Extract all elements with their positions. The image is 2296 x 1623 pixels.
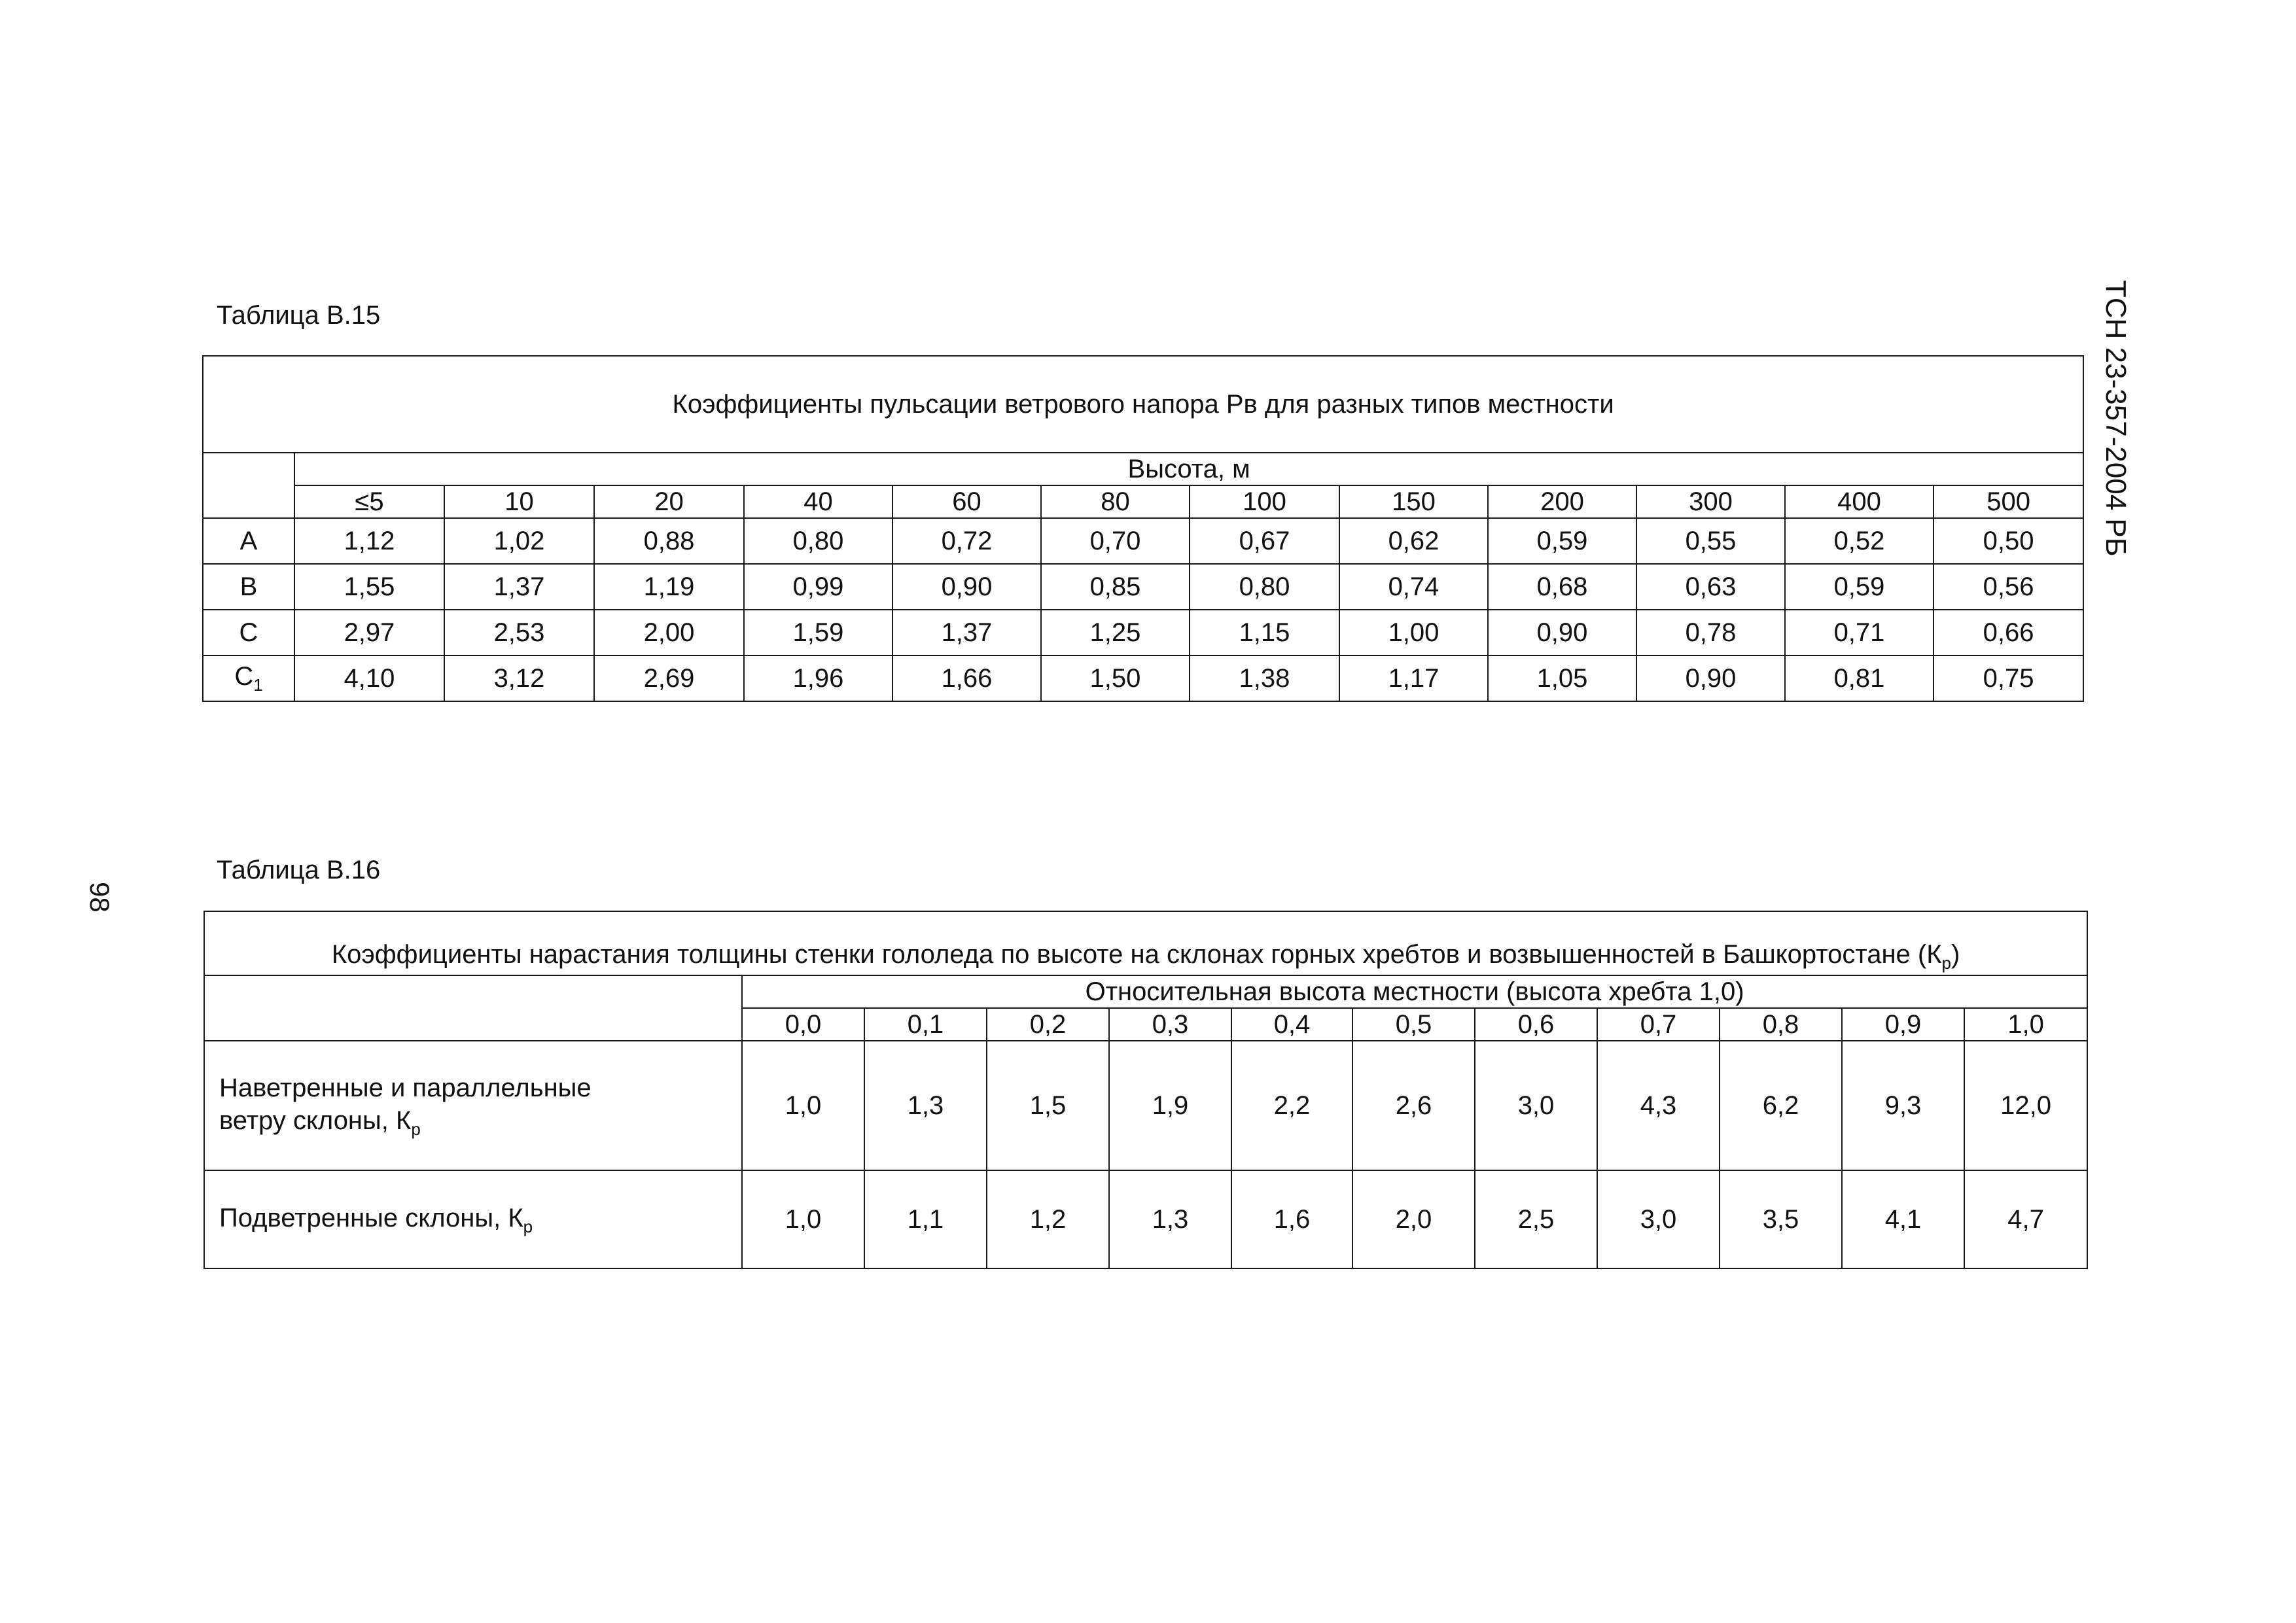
height-header-cell: 100 xyxy=(1190,485,1339,518)
terrain-type-subscript: 1 xyxy=(253,674,263,695)
value-cell: 0,63 xyxy=(1636,564,1785,610)
value-cell: 1,37 xyxy=(444,564,594,610)
relative-height-cell: 0,7 xyxy=(1597,1008,1720,1041)
value-cell: 1,25 xyxy=(1041,610,1190,655)
value-cell: 1,96 xyxy=(744,655,892,701)
value-cell: 1,0 xyxy=(742,1170,864,1268)
relative-height-cell: 0,3 xyxy=(1109,1008,1231,1041)
relative-height-cell: 0,4 xyxy=(1231,1008,1352,1041)
height-header-cell: ≤5 xyxy=(294,485,444,518)
value-cell: 0,80 xyxy=(744,518,892,564)
table-row xyxy=(204,1170,2087,1268)
slope-label-line2: Подветренные склоны, К xyxy=(219,1203,523,1232)
value-cell: 0,90 xyxy=(1488,610,1636,655)
value-cell: 1,12 xyxy=(294,518,444,564)
value-cell: 0,66 xyxy=(1934,610,2083,655)
relative-height-cell: 0,2 xyxy=(987,1008,1109,1041)
value-cell: 0,50 xyxy=(1934,518,2083,564)
value-cell: 4,10 xyxy=(294,655,444,701)
value-cell: 3,12 xyxy=(444,655,594,701)
value-cell: 1,19 xyxy=(594,564,744,610)
value-cell: 12,0 xyxy=(1964,1041,2087,1170)
table16-title xyxy=(204,911,2087,975)
terrain-type-cell xyxy=(203,610,294,655)
value-cell: 3,0 xyxy=(1597,1170,1720,1268)
value-cell: 6,2 xyxy=(1720,1041,1842,1170)
terrain-type-label: C xyxy=(239,618,258,647)
table15-title: Коэффициенты пульсации ветрового напора Рв для разных типов местности xyxy=(203,356,2083,453)
value-cell: 2,69 xyxy=(594,655,744,701)
value-cell: 1,3 xyxy=(864,1041,987,1170)
value-cell: 1,05 xyxy=(1488,655,1636,701)
value-cell: 0,78 xyxy=(1636,610,1785,655)
value-cell: 0,55 xyxy=(1636,518,1785,564)
value-cell: 0,75 xyxy=(1934,655,2083,701)
value-cell: 2,2 xyxy=(1231,1041,1352,1170)
value-cell: 2,97 xyxy=(294,610,444,655)
height-header-cell: 400 xyxy=(1785,485,1934,518)
relative-height-cell: 0,5 xyxy=(1352,1008,1475,1041)
value-cell: 4,7 xyxy=(1964,1170,2087,1268)
table16-caption: Таблица В.16 xyxy=(217,856,381,884)
table16-title-text: Коэффициенты нарастания толщины стенки гололеда по высоте на склонах горных хребтов и возвышенностей в Башкортостане (К xyxy=(331,940,1942,969)
slope-label-line2: ветру склоны, К xyxy=(219,1106,412,1135)
icing-coefficient-table xyxy=(203,911,2088,1269)
slope-type-header xyxy=(204,975,742,1041)
value-cell: 0,59 xyxy=(1488,518,1636,564)
value-cell: 9,3 xyxy=(1842,1041,1964,1170)
value-cell: 2,0 xyxy=(1352,1170,1475,1268)
value-cell: 1,66 xyxy=(892,655,1041,701)
value-cell: 0,59 xyxy=(1785,564,1934,610)
value-cell: 2,00 xyxy=(594,610,744,655)
height-header-cell: 300 xyxy=(1636,485,1785,518)
value-cell: 0,74 xyxy=(1339,564,1488,610)
value-cell: 1,5 xyxy=(987,1041,1109,1170)
relative-height-cell: 0,1 xyxy=(864,1008,987,1041)
value-cell: 1,6 xyxy=(1231,1170,1352,1268)
value-cell: 2,53 xyxy=(444,610,594,655)
table15-caption: Таблица В.15 xyxy=(217,301,381,330)
wind-pulsation-table xyxy=(202,355,2084,702)
value-cell: 0,99 xyxy=(744,564,892,610)
value-cell: 1,55 xyxy=(294,564,444,610)
height-header-cell: 150 xyxy=(1339,485,1488,518)
terrain-type-cell xyxy=(203,564,294,610)
value-cell: 4,3 xyxy=(1597,1041,1720,1170)
height-header-cell: 10 xyxy=(444,485,594,518)
relative-height-cell: 0,8 xyxy=(1720,1008,1842,1041)
value-cell: 1,59 xyxy=(744,610,892,655)
table-row xyxy=(203,518,2083,564)
document-code: ТСН 23-357-2004 РБ xyxy=(2100,280,2132,557)
value-cell: 1,3 xyxy=(1109,1170,1231,1268)
terrain-type-label: B xyxy=(239,572,258,601)
value-cell: 0,72 xyxy=(892,518,1041,564)
value-cell: 2,5 xyxy=(1475,1170,1597,1268)
value-cell: 1,9 xyxy=(1109,1041,1231,1170)
height-header-cell: 60 xyxy=(892,485,1041,518)
height-header-cell: 80 xyxy=(1041,485,1190,518)
value-cell: 1,2 xyxy=(987,1170,1109,1268)
value-cell: 1,17 xyxy=(1339,655,1488,701)
table-row xyxy=(204,1041,2087,1170)
table16-title-end: ) xyxy=(1951,940,1960,969)
terrain-type-label: C xyxy=(234,661,254,691)
value-cell: 1,02 xyxy=(444,518,594,564)
slope-type-cell xyxy=(204,1170,742,1268)
value-cell: 0,68 xyxy=(1488,564,1636,610)
terrain-type-cell xyxy=(203,655,294,701)
terrain-type-header xyxy=(203,453,294,518)
height-header-cell: 40 xyxy=(744,485,892,518)
terrain-type-cell xyxy=(203,518,294,564)
value-cell: 1,00 xyxy=(1339,610,1488,655)
slope-label-subscript: р xyxy=(523,1216,533,1236)
value-cell: 3,5 xyxy=(1720,1170,1842,1268)
value-cell: 0,71 xyxy=(1785,610,1934,655)
table-row xyxy=(203,655,2083,701)
relative-height-cell: 0,6 xyxy=(1475,1008,1597,1041)
value-cell: 0,88 xyxy=(594,518,744,564)
terrain-type-label: A xyxy=(239,526,258,555)
page-number: 98 xyxy=(84,882,115,913)
value-cell: 1,15 xyxy=(1190,610,1339,655)
slope-label-line1: Наветренные и параллельные xyxy=(219,1073,592,1102)
value-cell: 1,50 xyxy=(1041,655,1190,701)
value-cell: 0,62 xyxy=(1339,518,1488,564)
value-cell: 0,90 xyxy=(892,564,1041,610)
value-cell: 3,0 xyxy=(1475,1041,1597,1170)
relative-height-cell: 1,0 xyxy=(1964,1008,2087,1041)
relative-height-cell: 0,9 xyxy=(1842,1008,1964,1041)
value-cell: 1,38 xyxy=(1190,655,1339,701)
slope-label-subscript: р xyxy=(411,1119,421,1139)
value-cell: 0,70 xyxy=(1041,518,1190,564)
relative-height-cell: 0,0 xyxy=(742,1008,864,1041)
value-cell: 4,1 xyxy=(1842,1170,1964,1268)
value-cell: 0,81 xyxy=(1785,655,1934,701)
value-cell: 2,6 xyxy=(1352,1041,1475,1170)
height-header-cell: 200 xyxy=(1488,485,1636,518)
value-cell: 0,52 xyxy=(1785,518,1934,564)
height-header: Высота, м xyxy=(294,453,2083,485)
slope-type-cell xyxy=(204,1041,742,1170)
table-row xyxy=(203,610,2083,655)
table16-title-subscript: р xyxy=(1941,953,1952,973)
value-cell: 1,37 xyxy=(892,610,1041,655)
height-header-cell: 20 xyxy=(594,485,744,518)
value-cell: 1,0 xyxy=(742,1041,864,1170)
value-cell: 0,80 xyxy=(1190,564,1339,610)
height-header-cell: 500 xyxy=(1934,485,2083,518)
value-cell: 0,67 xyxy=(1190,518,1339,564)
relative-height-header: Относительная высота местности (высота хребта 1,0) xyxy=(742,975,2087,1008)
value-cell: 0,90 xyxy=(1636,655,1785,701)
table-row xyxy=(203,564,2083,610)
value-cell: 0,56 xyxy=(1934,564,2083,610)
value-cell: 1,1 xyxy=(864,1170,987,1268)
value-cell: 0,85 xyxy=(1041,564,1190,610)
